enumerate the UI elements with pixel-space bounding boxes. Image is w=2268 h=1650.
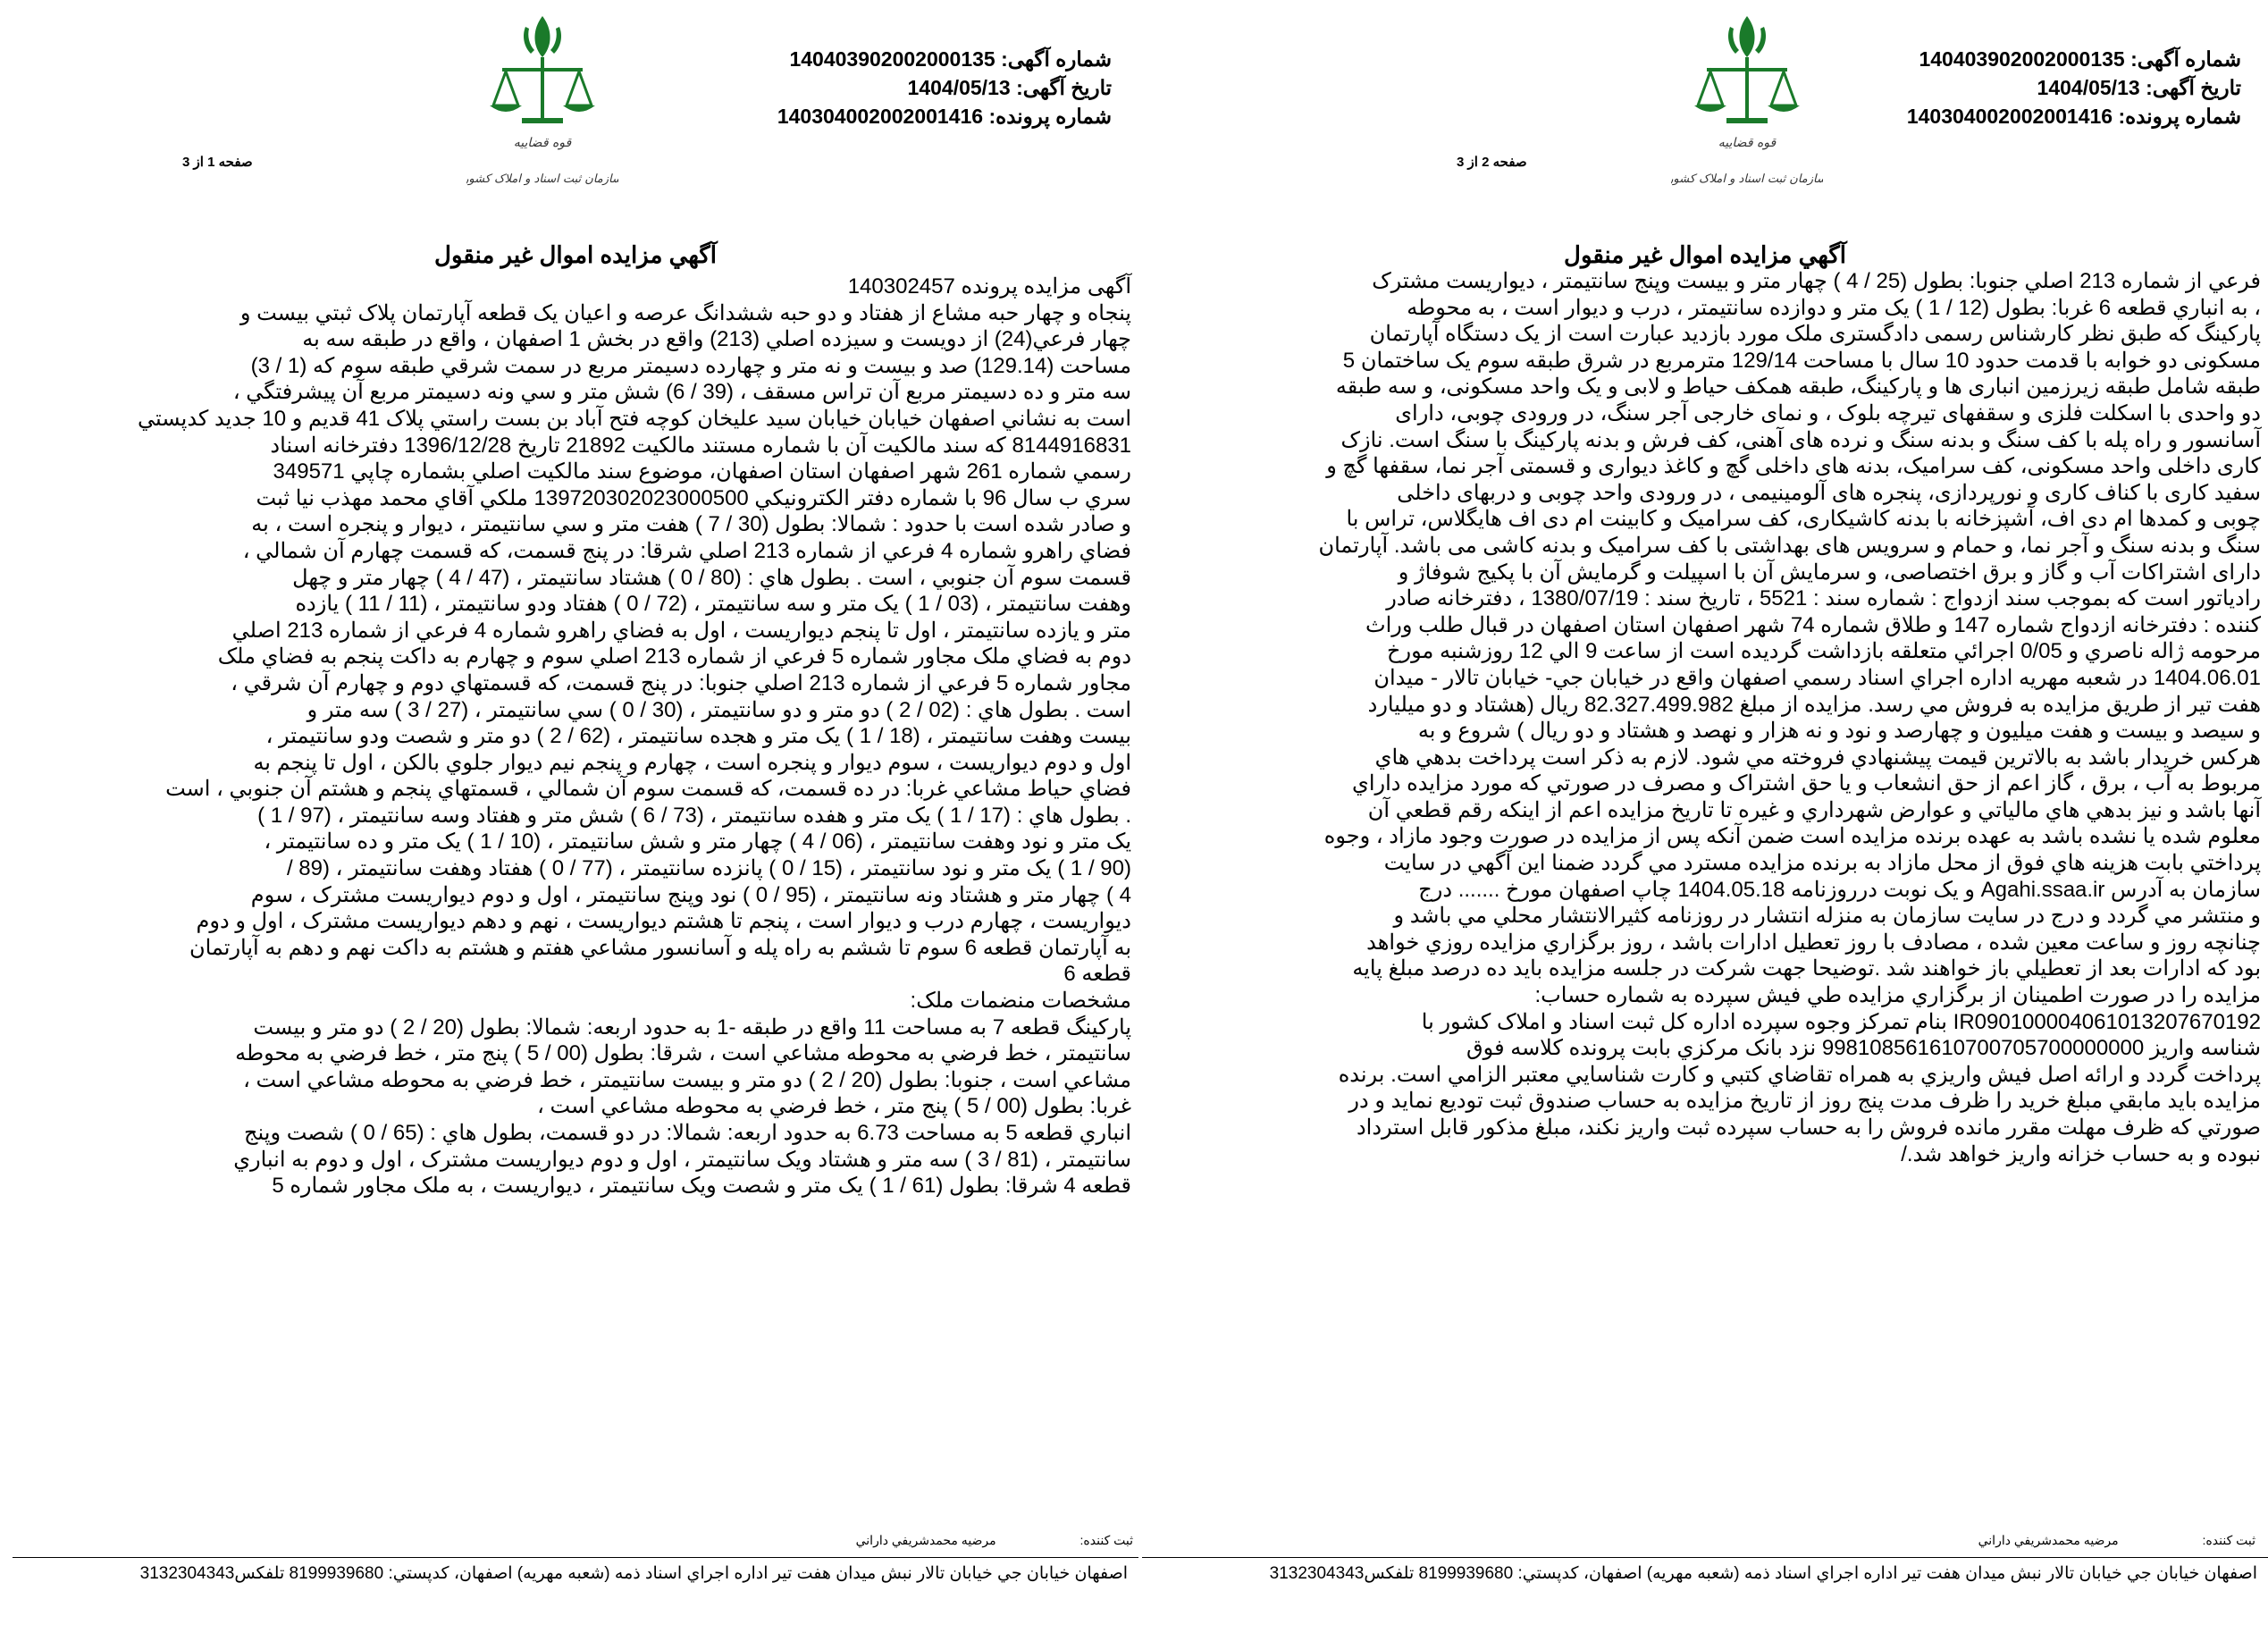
body-line: هفت تير از طريق مزايده به فروش مي رسد. مزايده از مبلغ 82.327.499.982 ريال (هشتاد و دو ميليارد xyxy=(1367,692,2261,717)
body-line: به آپارتمان قطعه 6 سوم تا ششم به راه پله و آسانسور مشاعي هفتم و هشتم به داکت نهم و دهم به آپارتمان xyxy=(189,935,1131,960)
judiciary-caption: قوه قضاییه xyxy=(513,136,572,150)
body-line: دو واحدی با اسکلت فلزی و سقفهای تیرچه بلوک ، و نمای خارجی آجر سنگ، در ورودی چوبی، دارای xyxy=(1395,400,2261,425)
ad-date: 1404/05/13 xyxy=(2037,76,2140,99)
body-line: دارای اشتراکات آب و گاز و برق اختصاصی، و سرمایش آن با اسپیلت و گرمایش آن با پکیج شوفاژ و xyxy=(1398,560,2261,585)
ad-date-label: تاریخ آگهی: xyxy=(2146,76,2241,99)
page-footer xyxy=(1142,1557,2268,1584)
body-line: چنانچه روز و ساعت معين شده ، مصادف با روز تعطيل ادارات باشد ، روز برگزاري مزايده روزي خواهد xyxy=(1366,930,2261,955)
body-line: پارکينگ که طبق نظر کارشناس رسمی دادگستری ملک مورد بازدید عبارت است از یک دستگاه آپارتمان xyxy=(1369,322,2261,347)
announcement-body xyxy=(20,274,1131,1200)
body-line: مسکونی دو خوابه با قدمت حدود 10 سال با مساحت 129/14 مترمربع در شرق طبقه سوم یک ساختمان 5 xyxy=(1342,348,2261,373)
ad-date-row xyxy=(777,73,1112,102)
file-number-label: شماره پرونده: xyxy=(988,105,1112,128)
body-line: مرحومه ژاله ناصري و 0/05 اجرائي متعلقه بازداشت گرديده است از ساعت 9 الي 12 روزشنبه مورخ xyxy=(1387,639,2261,664)
body-line: اول و دوم ديواريست ، سوم ديوار و پنجره است ، چهارم و پنجم نيم ديوار جلوي بالکن ، اول تا پنجم به xyxy=(253,750,1131,775)
body-line: دوم به فضاي ملک مجاور شماره 5 فرعي از شماره 213 اصلي سوم و چهارم به داکت پنجم به فضاي ملک xyxy=(217,644,1131,669)
ad-number: 140403902002000135 xyxy=(789,47,995,71)
signer xyxy=(856,1533,1133,1548)
page-header xyxy=(1142,0,2268,215)
body-line: IR090100004061013207670192 بنام تمرکز وجوه سپرده اداره کل ثبت اسناد و املاک کشور با xyxy=(1421,1009,2261,1034)
announcement-body xyxy=(1149,268,2261,1167)
body-line: نبوده و به حساب خزانه واريز خواهد شد./ xyxy=(1901,1141,2261,1166)
body-line: 4 ) چهار متر و هشتاد ونه سانتيمتر ، (95 / 0 ) نود وپنج سانتيمتر ، اول و دوم ديواريست مشترک ، سوم xyxy=(250,882,1131,907)
body-line: است . بطول هاي : (02 / 2 ) دو متر و دو سانتيمتر ، (30 / 0 ) سي سانتيمتر ، (27 / 3 ) سه متر و xyxy=(307,697,1131,722)
body-line: معلوم شده يا نشده باشد به عهده برنده مزايده است ضمن آنکه پس از مزايده در صورت وجود مازاد ، وجوه xyxy=(1323,824,2261,849)
body-line: هرکس خريدار باشد به بالاترين قيمت پيشنهادي فروخته مي شود. لازم به ذکر است پرداخت بدهي هاي xyxy=(1374,745,2261,770)
judiciary-caption: قوه قضاییه xyxy=(1718,136,1777,150)
body-line: و سيصد و بيست و هفت ميليون و چهارصد و نود و نه هزار و نهصد و هشتاد و دو ريال ) شروع و به xyxy=(1417,719,2261,744)
body-line: فرعي از شماره 213 اصلي جنوبا: بطول (25 / 4 ) چهار متر و بيست وپنج سانتيمتر ، ديواريست مشترک xyxy=(1372,269,2261,293)
body-line: سري ب سال 96 با شماره دفتر الکترونيکي 139720302023000500 ملکي آقاي محمد مهذب نيا ثبت xyxy=(256,485,1131,510)
file-number: 140304002002001416 xyxy=(777,105,984,128)
signer-name: مرضيه محمدشريفي داراني xyxy=(1978,1533,2119,1547)
ad-number-row xyxy=(1907,45,2241,73)
page-header xyxy=(13,0,1138,215)
body-line: آنها باشد و نيز بدهي هاي مالياتي و عوارض شهرداري و غيره تا تاريخ مزايده اعم از اينکه رقم قطعي آن xyxy=(1367,797,2261,822)
body-line: 8144916831 که سند مالکيت آن با شماره مستند مالکيت 21892 تاريخ 1396/12/28 دفترخانه اسناد xyxy=(270,433,1131,458)
body-line: قسمت سوم آن جنوبي ، است . بطول هاي : (80 / 0 ) هشتاد سانتيمتر ، (47 / 4 ) چهار متر و چهل xyxy=(292,565,1131,590)
body-line: فضاي راهرو شماره 4 فرعي از شماره 213 اصلي شرقا: در پنج قسمت، که قسمت چهارم آن شمالي ، xyxy=(242,538,1131,563)
judiciary-emblem xyxy=(466,7,618,195)
body-line: آسانسور و راه پله با کف سنگ و بدنه سنگ و نرده های آهنی، کف فرش و بدنه پارکینگ با سنگ است. نازک xyxy=(1340,427,2261,452)
body-line: بود که ادارات بعد از تعطيلي باز خواهند شد .توضيحا جهت شرکت در جلسه مزايده بايد ده درصد مبلغ پايه xyxy=(1352,956,2261,981)
body-line: ديواريست ، چهارم درب و ديوار است ، پنجم تا هشتم ديواريست ، نهم و دهم ديواريست مشترک ، اول و دوم xyxy=(196,909,1131,934)
ad-date-label: تاریخ آگهی: xyxy=(1016,76,1112,99)
body-line: بيست وهفت سانتيمتر ، (18 / 1 ) يک متر و هجده سانتيمتر ، (62 / 2 ) دو متر و شصت ودو سانتيمتر ، xyxy=(265,724,1131,749)
org-caption: سازمان ثبت اسناد و املاک کشور xyxy=(1671,173,1823,186)
body-line: رادیاتور است که بموجب سند ازدواج : شماره سند : 5521 ، تاریخ سند : 1380/07/19 ، دفترخانه صادر xyxy=(1386,586,2261,611)
body-line: پنجاه و چهار حبه مشاع از هفتاد و دو حبه ششدانگ عرصه و اعيان يک قطعه آپارتمان پلاک ثبتي بيست و xyxy=(239,300,1131,325)
body-line: چوبی و کمدها ام دی اف، آشپزخانه با بدنه کاشیکاری، کف سرامیک و کابینت ام دی اف هایگلاس، تراس با xyxy=(1346,507,2261,532)
judiciary-emblem xyxy=(1671,7,1823,195)
body-line: است به نشاني اصفهان خيابان خيابان سيد عليخان کوچه فتح آباد بن بست راستي پلاک 41 قديم و 10 جديد کدپستي xyxy=(137,406,1131,431)
ad-date: 1404/05/13 xyxy=(907,76,1011,99)
body-line: 1404.06.01 در شعبه مهريه اداره اجراي اسناد رسمي اصفهان واقع در خيابان جي- خيابان تالار - ميدان xyxy=(1373,665,2261,690)
body-line: سازمان به آدرس Agahi.ssaa.ir و يک نوبت درروزنامه 1404.05.18 چاپ اصفهان مورخ ....... درج xyxy=(1418,877,2261,902)
body-line: رسمي شماره 261 شهر اصفهان استان اصفهان، موضوع سند مالکيت اصلي بشماره چاپي 349571 xyxy=(273,459,1131,484)
file-number-label: شماره پرونده: xyxy=(2118,105,2241,128)
signer-label: ثبت کننده: xyxy=(2202,1533,2255,1547)
body-line: کاری داخلی واحد مسکونی، کف سرامیک، بدنه های داخلی گچ و کاغذ دیواری و قسمتی آجر نما، سقفها گچ و xyxy=(1326,454,2261,479)
body-line: پرداخت گردد و ارائه اصل فيش واريزي به همراه تقاضاي کتبي و کارت شناسايي معتبر الزامي است. برنده xyxy=(1338,1062,2261,1087)
ad-number: 140403902002000135 xyxy=(1919,47,2125,71)
body-line: صورتي که ظرف مهلت مقرر مانده فروش را به حساب سپرده ثبت واريز نکند، مبلغ مذکور قابل استرداد xyxy=(1356,1115,2261,1140)
ad-number-label: شماره آگهی: xyxy=(1001,47,1112,71)
body-line: فضاي حياط مشاعي غربا: در ده قسمت، که قسمت سوم آن شمالي ، قسمتهاي پنجم و هشتم آن جنوبي ، است xyxy=(165,777,1131,802)
ad-number-row xyxy=(777,45,1112,73)
body-line: (90 / 1 ) يک متر و نود سانتيمتر ، (15 / 0 ) پانزده سانتيمتر ، (77 / 0 ) هفتاد وهفت سانتيمتر ، (89 / xyxy=(286,856,1131,881)
body-line: مساحت (129.14) صد و بيست و نه متر و چهارده دسيمتر مربع در سمت شرقي طبقه سوم که (1 / 3) xyxy=(250,353,1131,378)
body-line: قطعه 4 شرقا: بطول (61 / 1 ) يک متر و شصت ويک سانتيمتر ، ديواريست ، به ملک مجاور شماره 5 xyxy=(272,1174,1131,1199)
body-line: و صادر شده است با حدود : شمالا: بطول (30 / 7 ) هفت متر و سي سانتيمتر ، ديوار و پنجره است ، به xyxy=(251,512,1131,537)
ad-date-row xyxy=(1907,73,2241,102)
emblem-icon xyxy=(466,7,618,195)
body-line: و منتشر مي گردد و درج در سايت سازمان به منزله انتشار در روزنامه کثيرالانتشار محلي مي باشد و xyxy=(1393,904,2261,929)
body-line: مشخصات منضمات ملک: xyxy=(910,989,1131,1014)
ad-meta xyxy=(777,45,1112,130)
signer-name: مرضيه محمدشريفي داراني xyxy=(855,1533,996,1547)
footer-address: اصفهان خيابان جي خيابان تالار نبش ميدان هفت تير اداره اجراي اسناد ذمه (شعبه مهريه) اصفهان، کدپستي: 8199939680 تلفکس3132304343 xyxy=(139,1564,1128,1583)
body-line: چهار فرعي(24) از دويست و سيزده اصلي (213) واقع در بخش 1 اصفهان ، واقع در طبقه سه به xyxy=(302,327,1131,352)
file-number-row xyxy=(1907,102,2241,130)
body-line: سفید کاری با کناف کاری و نورپردازی، پنجره های آلومینیمی ، در ورودی واحد چوبی و دربهای داخلی xyxy=(1397,480,2261,505)
body-line: مجاور شماره 5 فرعي از شماره 213 اصلي جنوبا: در پنج قسمت، که قسمتهاي دوم و چهارم آن شرقي ، xyxy=(231,670,1131,695)
body-line: غربا: بطول (00 / 5 ) پنج متر ، خط فرضي به محوطه مشاعي است ، xyxy=(537,1094,1131,1119)
body-line: پارکينگ قطعه 7 به مساحت 11 واقع در طبقه -1 به حدود اربعه: شمالا: بطول (20 / 2 ) دو متر و بيست xyxy=(253,1014,1131,1040)
body-line: شناسه واريز 998108561610700705700000000 نزد بانک مرکزي بابت پرونده کلاسه فوق xyxy=(1466,1036,2261,1061)
emblem-icon xyxy=(1671,7,1823,195)
org-caption: سازمان ثبت اسناد و املاک کشور xyxy=(466,173,618,186)
body-line: متر و يازده سانتيمتر ، اول تا پنجم ديواريست ، اول به فضاي راهرو شماره 4 فرعي از شماره 213 اصلي xyxy=(231,618,1131,643)
page-number: صفحه 1 از 3 xyxy=(182,155,253,170)
body-line: وهفت سانتيمتر ، (03 / 1 ) يک متر و سه سانتيمتر ، (72 / 0 ) هفتاد ودو سانتيمتر ، (11 / 11 ) يازده xyxy=(295,592,1131,617)
body-line: طبقه شامل طبقه زیرزمین انباری ها و پارکینگ، طبقه همکف حیاط و لابی و یک واحد مسکونی، و سه طبقه xyxy=(1335,375,2261,400)
page-title: آگهي مزايده اموال غير منقول xyxy=(1564,241,1846,268)
body-line: آگهی مزایده پرونده 140302457 xyxy=(847,274,1131,299)
body-line: يک متر و نود وهفت سانتيمتر ، (06 / 4 ) چهار متر و شش سانتيمتر ، (10 / 1 ) يک متر و ده سانتيمتر ، xyxy=(264,829,1131,854)
body-line: انباري قطعه 5 به مساحت 6.73 به حدود اربعه: شمالا: در دو قسمت، بطول هاي : (65 / 0 ) شصت وپنج xyxy=(244,1121,1131,1145)
ad-meta xyxy=(1907,45,2241,130)
signer-label: ثبت کننده: xyxy=(1079,1533,1133,1547)
body-line: سانتيمتر ، (81 / 3 ) سه متر و هشتاد ويک سانتيمتر ، اول و دوم ديواريست مشترک ، اول و دوم به انباري xyxy=(233,1147,1131,1172)
body-line: قطعه 6 xyxy=(1063,962,1131,987)
body-line: سانتيمتر ، خط فرضي به محوطه مشاعي است ، شرقا: بطول (00 / 5 ) پنج متر ، خط فرضي به محوطه xyxy=(235,1041,1131,1066)
announcement-page-1 xyxy=(13,0,1138,1650)
body-line: مشاعي است ، جنوبا: بطول (20 / 2 ) دو متر و بيست سانتيمتر ، خط فرضي به محوطه مشاعي است ، xyxy=(243,1067,1131,1092)
body-line: سه متر و ده دسيمتر مربع آن تراس مسقف ، (39 / 6) شش متر و سي ونه دسيمتر مربع آن پيشرفتگي ، xyxy=(232,380,1131,405)
body-line: مربوط به آب ، برق ، گاز اعم از حق انشعاب و يا حق اشتراک و مصرف در صورتي که مورد مزايده داراي xyxy=(1352,771,2261,796)
body-line: ، به انباري قطعه 6 غربا: بطول (12 / 1 ) يک متر و دوازده سانتيمتر ، درب و ديوار است ، به محوطه xyxy=(1407,295,2261,320)
file-number: 140304002002001416 xyxy=(1906,105,2113,128)
body-line: پرداختي بابت هزينه هاي فوق از محل مازاد به برنده مزايده مسترد مي گردد ضمنا اين آگهي در سايت xyxy=(1383,851,2261,876)
body-line: مزايده بايد مابقي مبلغ خريد را ظرف مدت پنج روز از تاريخ مزايده به حساب صندوق ثبت توديع نمايد و در xyxy=(1348,1089,2261,1114)
body-line: کننده : دفترخانه ازدواج شماره 147 و طلاق شماره 74 شهر اصفهان استان اصفهان در قبال طلب وراث xyxy=(1365,612,2261,637)
body-line: . بطول هاي : (17 / 1 ) يک متر و هفده سانتيمتر ، (73 / 6 ) شش متر و هفتاد وسه سانتيمتر ، (97 / 1 ) xyxy=(257,803,1131,828)
body-line: مزايده را در صورت اطمينان از برگزاري مزايده طي فيش سپرده به شماره حساب: xyxy=(1534,983,2261,1008)
page-title: آگهي مزايده اموال غير منقول xyxy=(434,241,717,268)
body-line: سنگ و بدنه سنگ و آجر نما، و حمام و سرویس های بهداشتی با کف سرامیک و بدنه کاشی می باشد. آپارتمان xyxy=(1318,533,2261,558)
signer xyxy=(1978,1533,2255,1548)
file-number-row xyxy=(777,102,1112,130)
ad-number-label: شماره آگهی: xyxy=(2130,47,2241,71)
footer-address: اصفهان خيابان جي خيابان تالار نبش ميدان هفت تير اداره اجراي اسناد ذمه (شعبه مهريه) اصفهان، کدپستي: 8199939680 تلفکس3132304343 xyxy=(1269,1564,2257,1583)
page-footer xyxy=(13,1557,1138,1584)
announcement-page-2 xyxy=(1142,0,2268,1650)
page-number: صفحه 2 از 3 xyxy=(1457,155,1527,170)
